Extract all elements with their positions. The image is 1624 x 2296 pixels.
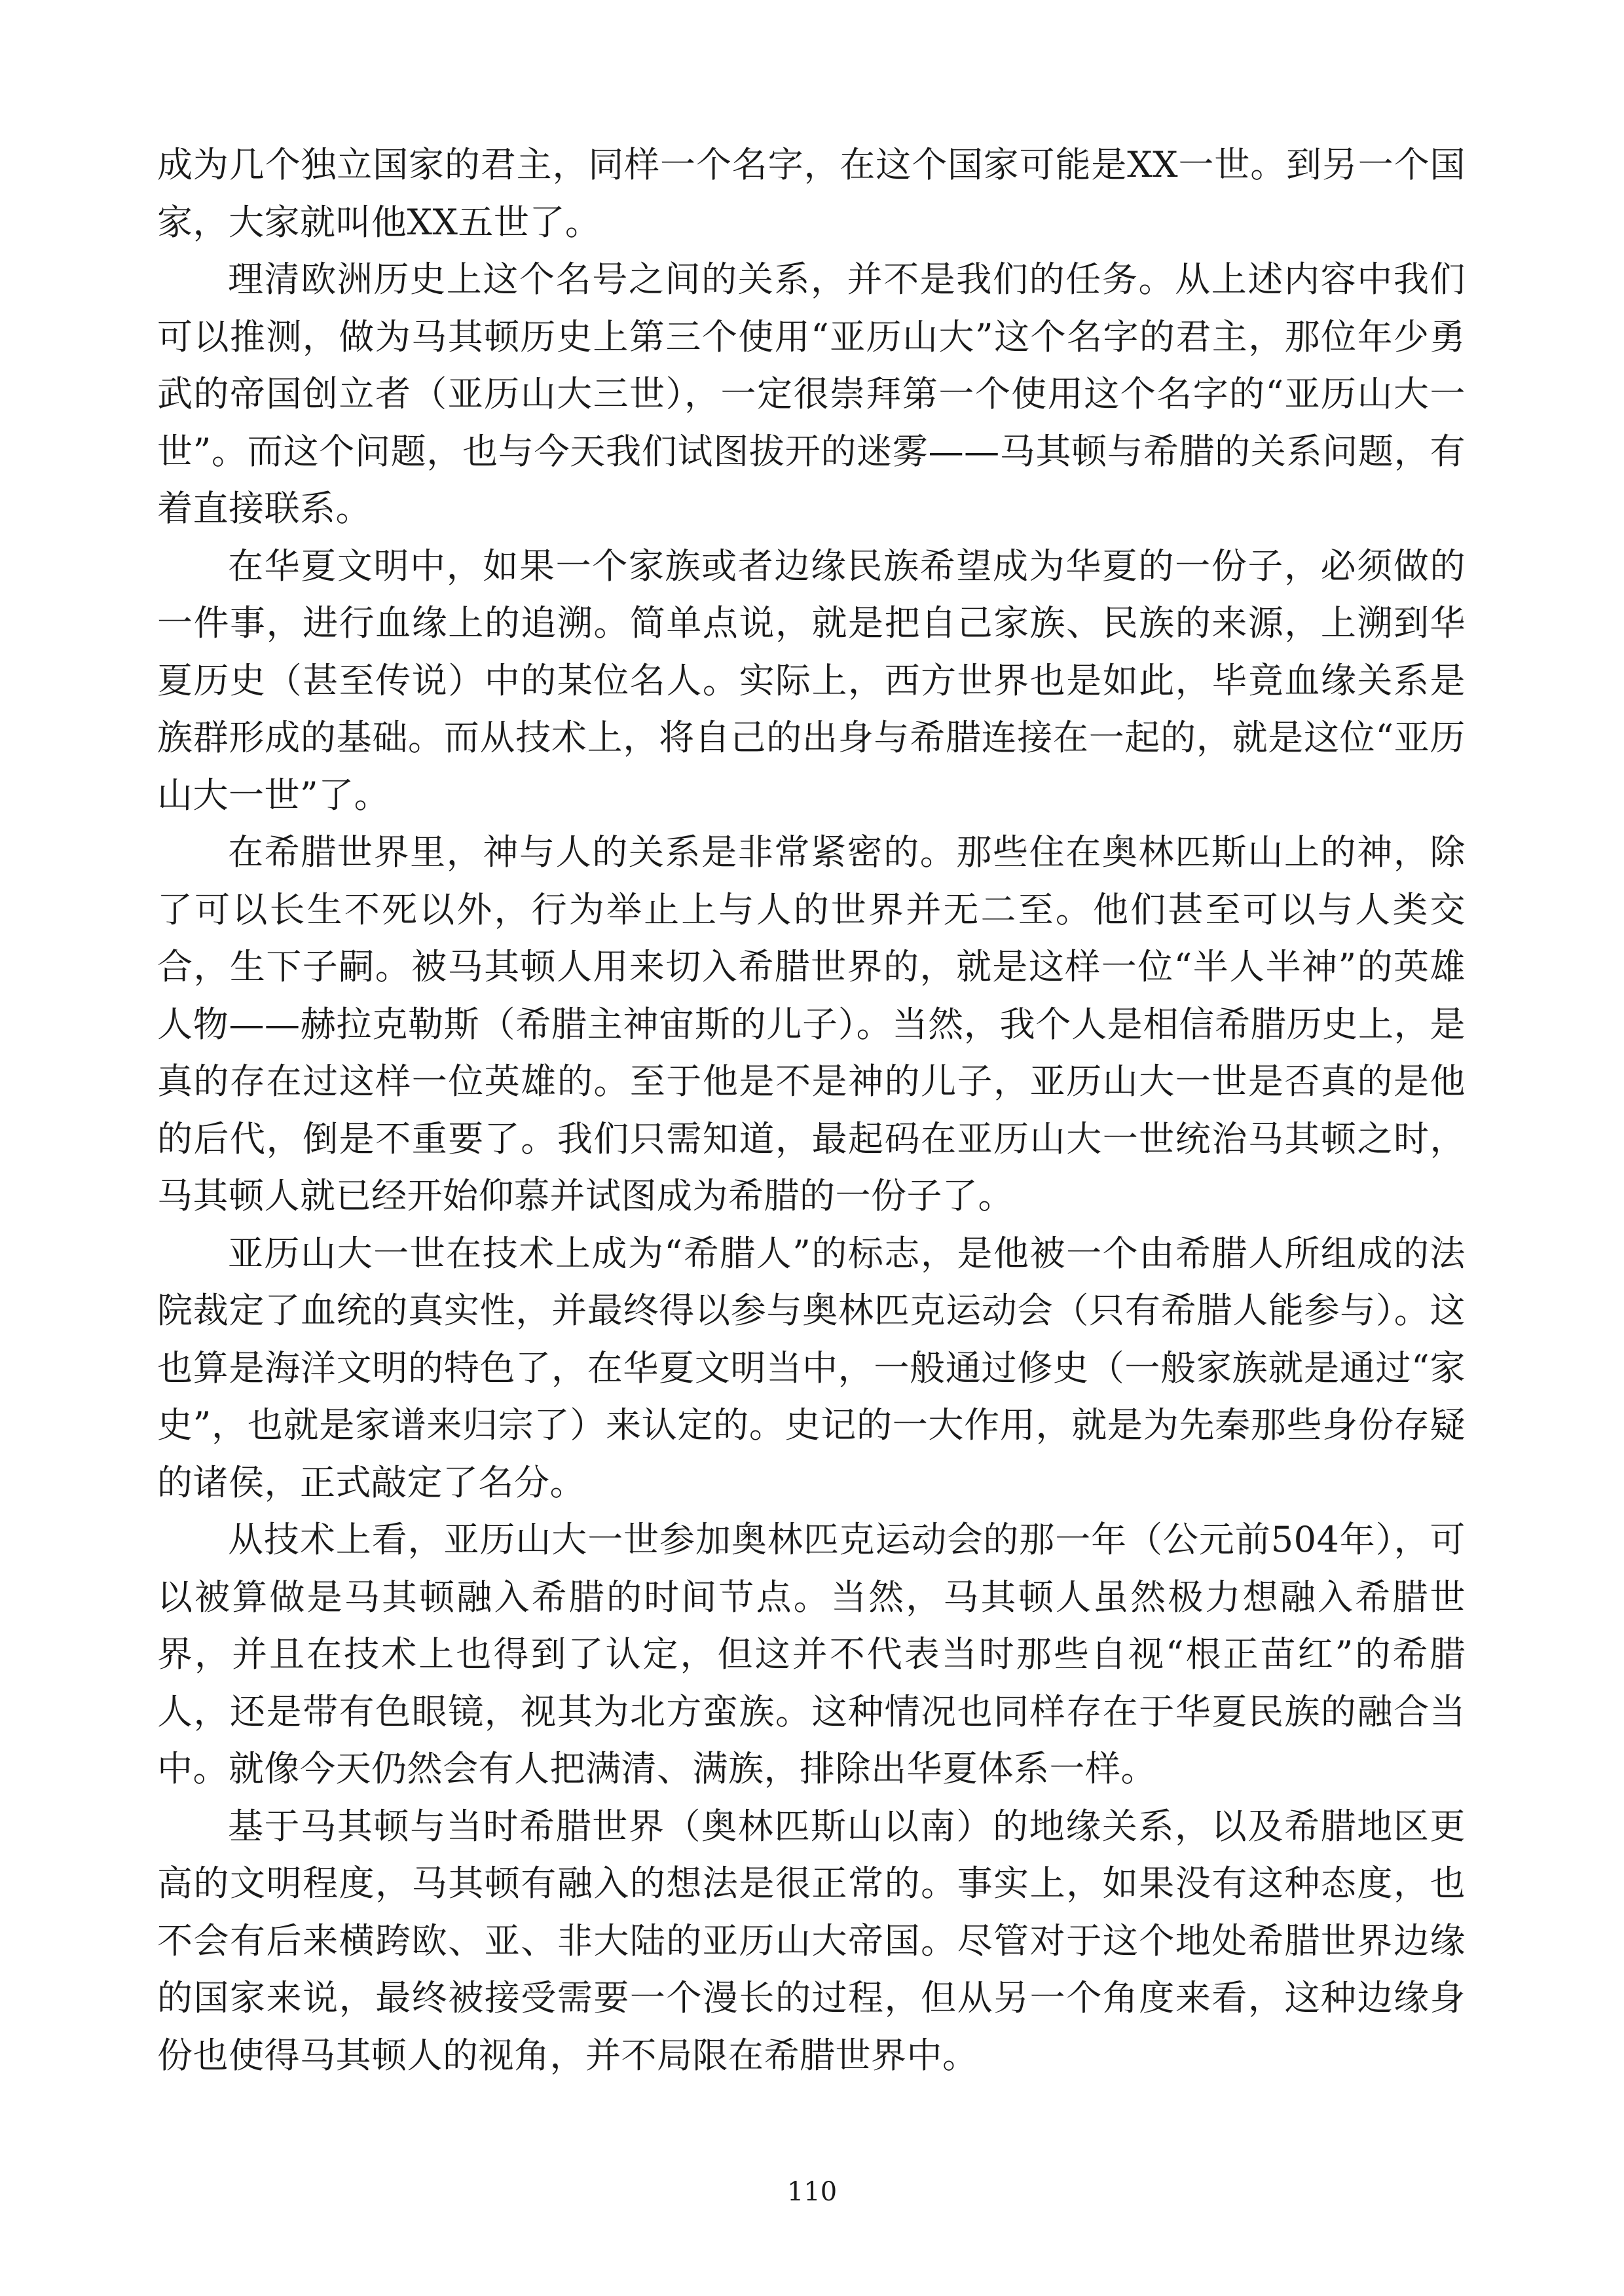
body-text <box>157 136 1466 2084</box>
paragraph: 在华夏文明中，如果一个家族或者边缘民族希望成为华夏的一份子，必须做的一件事，进行血缘上的追溯。简单点说，就是把自己家族、民族的来源，上溯到华夏历史（甚至传说）中的某位名人。实际上，西方世界也是如此，毕竟血缘关系是族群形成的基础。而从技术上，将自己的出身与希腊连接在一起的，就是这位“亚历山大一世”了。 <box>157 545 1466 816</box>
paragraph-continued: 成为几个独立国家的君主，同样一个名字，在这个国家可能是XX一世。到另一个国家，大家就叫他XX五世了。 <box>157 144 1466 243</box>
paragraph: 基于马其顿与当时希腊世界（奥林匹斯山以南）的地缘关系，以及希腊地区更高的文明程度，马其顿有融入的想法是很正常的。事实上，如果没有这种态度，也不会有后来横跨欧、亚、非大陆的亚历山大帝国。尽管对于这个地处希腊世界边缘的国家来说，最终被接受需要一个漫长的过程，但从另一个角度来看，这种边缘身份也使得马其顿人的视角，并不局限在希腊世界中。 <box>157 1805 1466 2076</box>
page-number: 110 <box>786 2177 838 2207</box>
paragraph: 亚历山大一世在技术上成为“希腊人”的标志，是他被一个由希腊人所组成的法院裁定了血统的真实性，并最终得以参与奥林匹克运动会（只有希腊人能参与）。这也算是海洋文明的特色了，在华夏文明当中，一般通过修史（一般家族就是通过“家史”，也就是家谱来归宗了）来认定的。史记的一大作用，就是为先秦那些身份存疑的诸侯，正式敲定了名分。 <box>157 1232 1466 1503</box>
paragraph: 从技术上看，亚历山大一世参加奥林匹克运动会的那一年（公元前504年），可以被算做是马其顿融入希腊的时间节点。当然，马其顿人虽然极力想融入希腊世界，并且在技术上也得到了认定，但这并不代表当时那些自视“根正苗红”的希腊人，还是带有色眼镜，视其为北方蛮族。这种情况也同样存在于华夏民族的融合当中。就像今天仍然会有人把满清、满族，排除出华夏体系一样。 <box>157 1519 1466 1789</box>
paragraph: 在希腊世界里，神与人的关系是非常紧密的。那些住在奥林匹斯山上的神，除了可以长生不死以外，行为举止上与人的世界并无二至。他们甚至可以与人类交合，生下子嗣。被马其顿人用来切入希腊世界的，就是这样一位“半人半神”的英雄人物——赫拉克勒斯（希腊主神宙斯的儿子）。当然，我个人是相信希腊历史上，是真的存在过这样一位英雄的。至于他是不是神的儿子，亚历山大一世是否真的是他的后代，倒是不重要了。我们只需知道，最起码在亚历山大一世统治马其顿之时，马其顿人就已经开始仰慕并试图成为希腊的一份子了。 <box>157 831 1466 1216</box>
paragraph: 理清欧洲历史上这个名号之间的关系，并不是我们的任务。从上述内容中我们可以推测，做为马其顿历史上第三个使用“亚历山大”这个名字的君主，那位年少勇武的帝国创立者（亚历山大三世），一定很崇拜第一个使用这个名字的“亚历山大一世”。而这个问题，也与今天我们试图拔开的迷雾——马其顿与希腊的关系问题，有着直接联系。 <box>157 259 1466 529</box>
